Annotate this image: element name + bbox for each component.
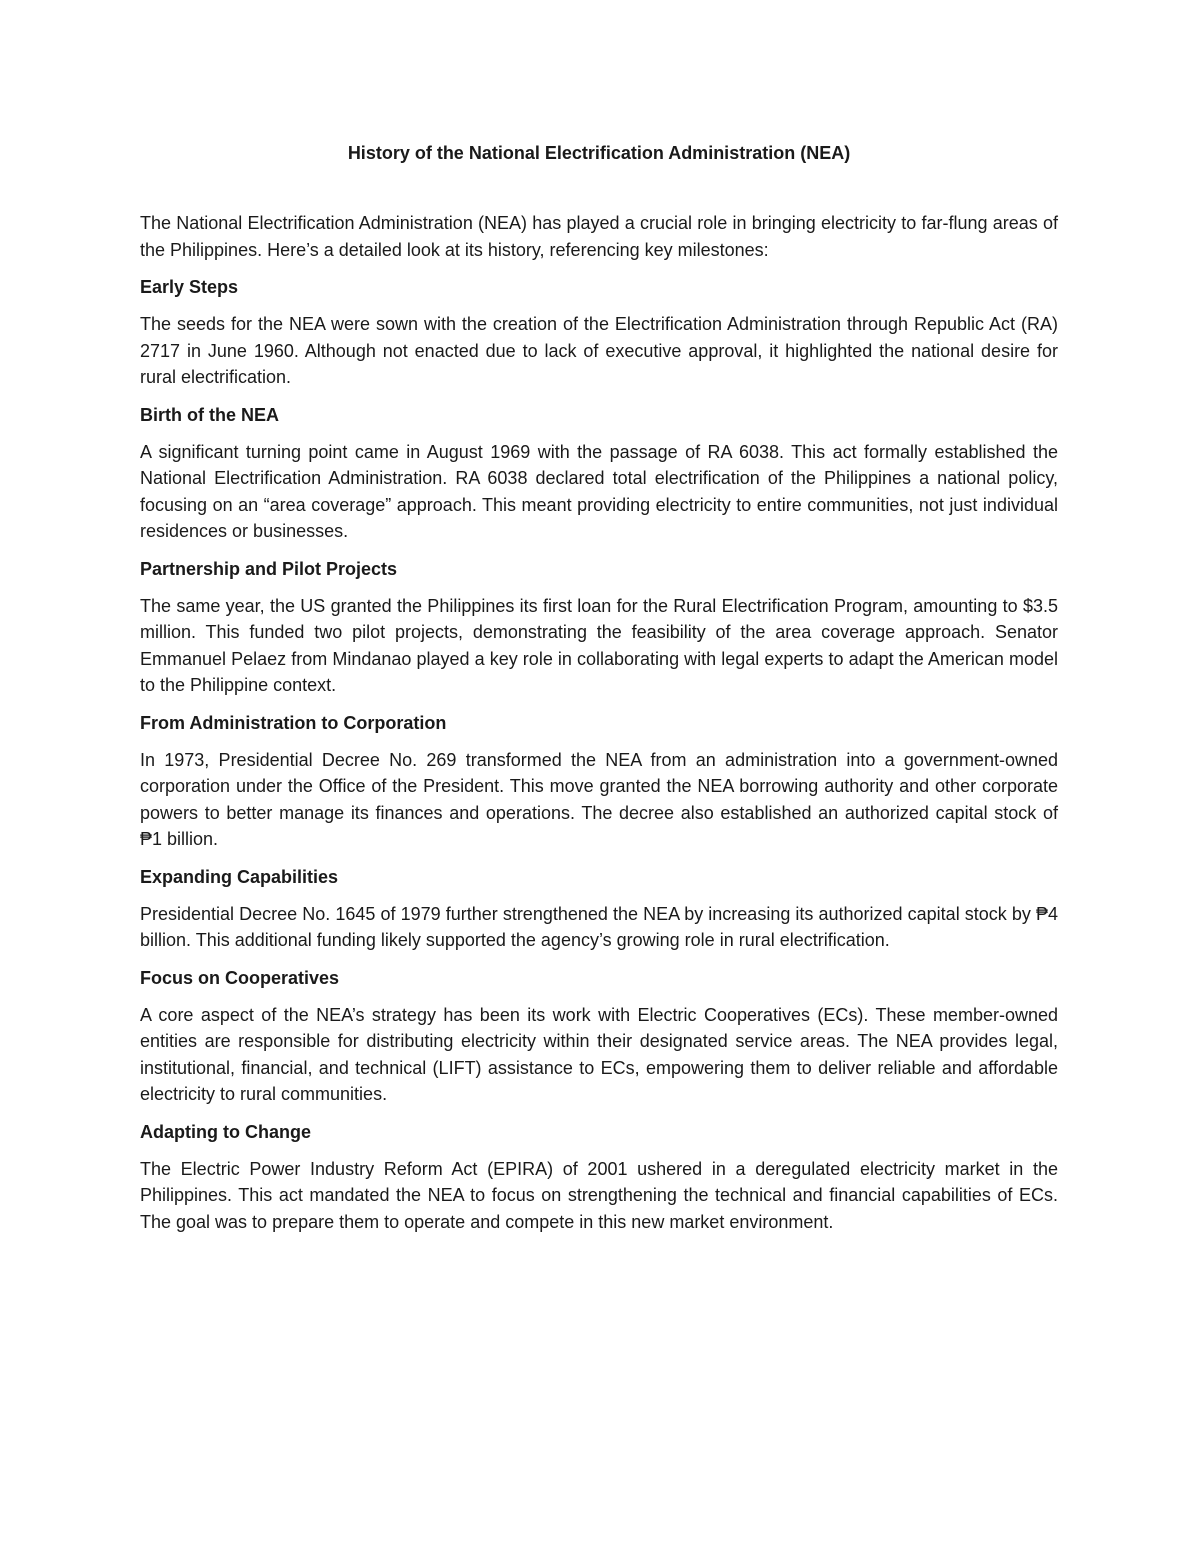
section-paragraph: The Electric Power Industry Reform Act (EPIRA) of 2001 ushered in a deregulated electricity market in the Philippines. This act mandated the NEA to focus on strengthening the technical and financial capabilities of ECs. The goal was to prepare them to operate and compete in this new market environment.	[140, 1158, 1058, 1232]
section-heading: Early Steps	[140, 277, 239, 297]
section-birth-of-nea	[140, 402, 1058, 545]
section-focus-on-cooperatives	[140, 965, 1058, 1108]
section-heading: Adapting to Change	[140, 1121, 311, 1142]
section-paragraph: In 1973, Presidential Decree No. 269 transformed the NEA from an administration into a government-owned corporation under the Office of the President. This move granted the NEA borrowing authority and other corporate powers to better manage its finances and operations. The decree also established an authorized capital stock of ₱1 billion.	[140, 749, 1058, 849]
section-heading: Expanding Capabilities	[140, 866, 339, 887]
section-paragraph: A core aspect of the NEA’s strategy has been its work with Electric Cooperatives (ECs). These member-owned entities are responsible for distributing electricity within their designated service areas. The NEA provides legal, institutional, financial, and technical (LIFT) assistance to ECs, empowering them to deliver reliable and affordable electricity to rural communities.	[140, 1004, 1058, 1104]
intro-paragraph: The National Electrification Administration (NEA) has played a crucial role in bringing electricity to far-flung areas of the Philippines. Here’s a detailed look at its history, referencing key milestones:	[140, 213, 1058, 260]
document-body	[140, 140, 1058, 1235]
section-paragraph: A significant turning point came in August 1969 with the passage of RA 6038. This act formally established the National Electrification Administration. RA 6038 declared total electrification of the Philippines a national policy, focusing on an “area coverage” approach. This meant providing electricity to entire communities, not just individual residences or businesses.	[140, 441, 1058, 541]
section-heading: Partnership and Pilot Projects	[140, 558, 398, 579]
section-heading: Birth of the NEA	[140, 404, 279, 425]
section-administration-to-corporation	[140, 710, 1058, 853]
section-partnership-pilot-projects	[140, 556, 1058, 699]
section-paragraph: Presidential Decree No. 1645 of 1979 further strengthened the NEA by increasing its authorized capital stock by ₱4 billion. This additional funding likely supported the agency’s growing role in rural electrification.	[140, 903, 1058, 950]
section-paragraph: The same year, the US granted the Philippines its first loan for the Rural Electrification Program, amounting to $3.5 million. This funded two pilot projects, demonstrating the feasibility of the area coverage approach. Senator Emmanuel Pelaez from Mindanao played a key role in collaborating with legal experts to adapt the American model to the Philippine context.	[140, 595, 1058, 695]
section-paragraph: The seeds for the NEA were sown with the creation of the Electrification Administration through Republic Act (RA) 2717 in June 1960. Although not enacted due to lack of executive approval, it highlighted the national desire for rural electrification.	[140, 314, 1058, 387]
document-title: History of the National Electrification Administration (NEA)	[347, 143, 851, 163]
section-heading: From Administration to Corporation	[140, 712, 447, 733]
section-adapting-to-change	[140, 1119, 1058, 1236]
section-heading: Focus on Cooperatives	[140, 967, 340, 988]
section-early-steps	[140, 274, 1058, 391]
section-expanding-capabilities	[140, 864, 1058, 954]
